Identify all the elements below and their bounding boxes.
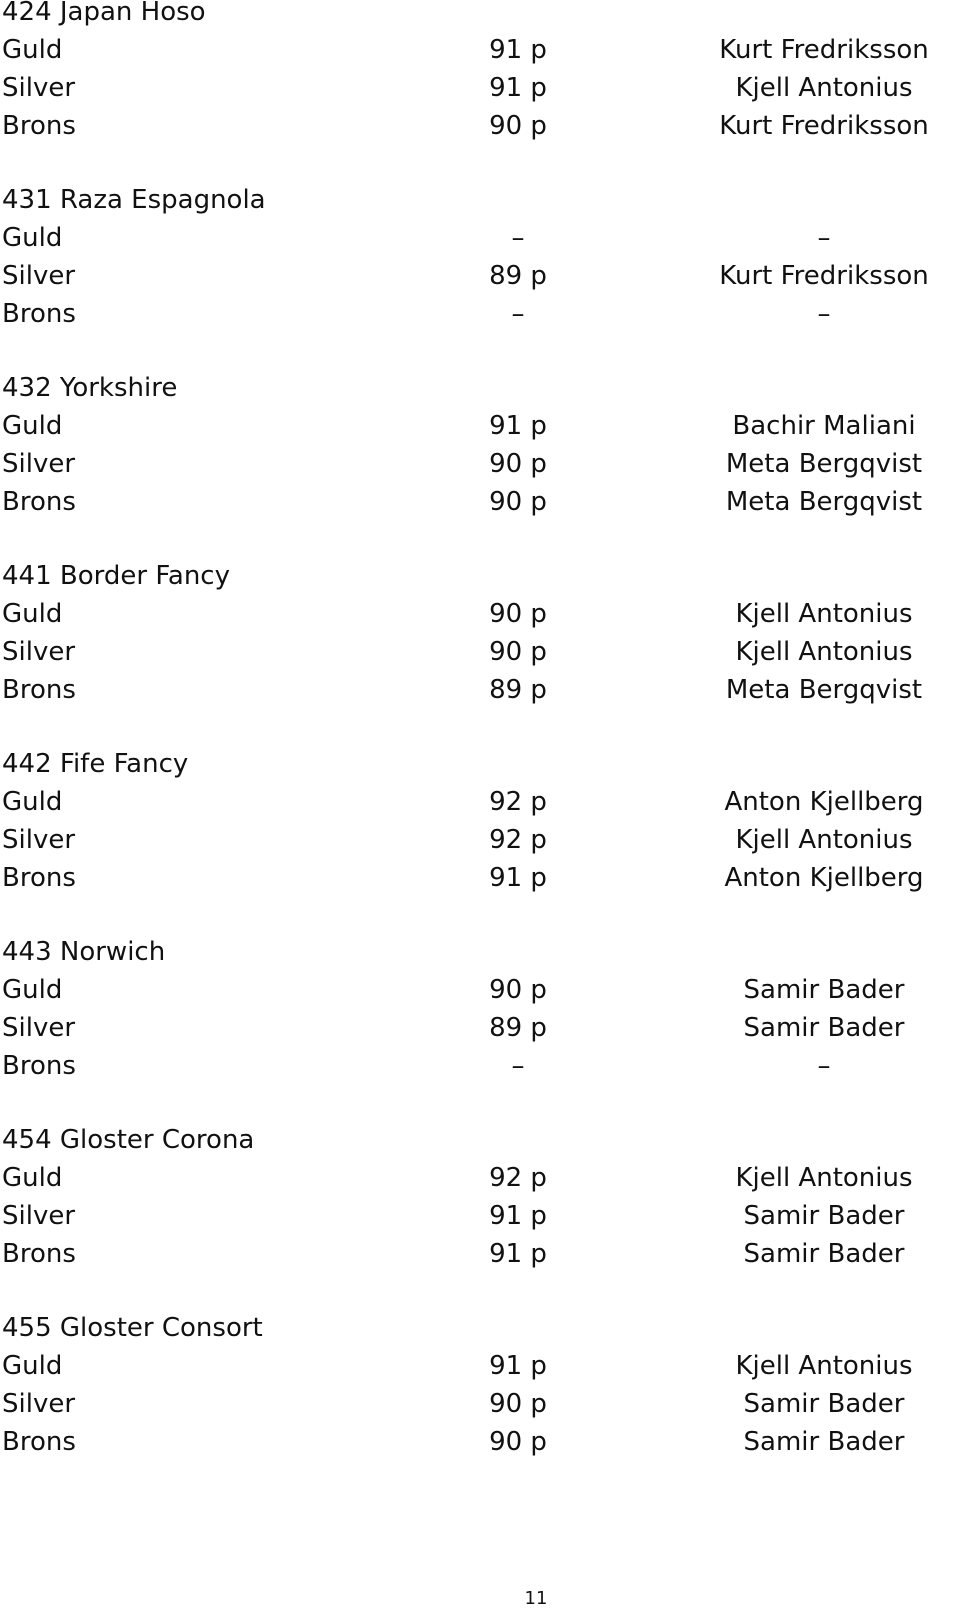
result-row [0,1423,960,1461]
score-value: – [511,223,525,253]
winner-name: Kurt Fredriksson [719,111,929,141]
section-heading-text: 455 Gloster Consort [2,1313,263,1343]
score-value: 90 p [489,1389,547,1419]
result-row [0,407,960,445]
winner-name: Samir Bader [743,1239,905,1269]
result-row [0,1235,960,1273]
result-row [0,445,960,483]
score-value: 91 p [489,1351,547,1381]
medal-label: Guld [2,1351,63,1381]
score-value: 89 p [489,1013,547,1043]
winner-name: Kjell Antonius [735,825,913,855]
winner-name: Anton Kjellberg [724,863,924,893]
medal-label: Silver [2,637,76,667]
medal-label: Brons [2,1051,76,1081]
result-row [0,1047,960,1085]
medal-label: Brons [2,487,76,517]
score-value: – [511,299,525,329]
medal-label: Brons [2,675,76,705]
winner-name: Samir Bader [743,975,905,1005]
section-heading-text: 442 Fife Fancy [2,749,189,779]
medal-label: Brons [2,1427,76,1457]
section-heading-text: 443 Norwich [2,937,166,967]
medal-label: Silver [2,1389,76,1419]
score-value: 90 p [489,449,547,479]
score-value: 90 p [489,637,547,667]
medal-label: Guld [2,787,63,817]
winner-name: Kjell Antonius [735,1163,913,1193]
section-heading [0,745,960,783]
medal-label: Brons [2,863,76,893]
score-value: 91 p [489,411,547,441]
medal-label: Silver [2,825,76,855]
medal-label: Silver [2,1013,76,1043]
score-value: – [511,1051,525,1081]
result-row [0,859,960,897]
medal-label: Brons [2,1239,76,1269]
section-heading [0,369,960,407]
result-row [0,1009,960,1047]
result-row [0,1159,960,1197]
winner-name: Meta Bergqvist [725,487,923,517]
winner-name: Kurt Fredriksson [719,35,929,65]
section-heading-text: 432 Yorkshire [2,373,178,403]
score-value: 92 p [489,825,547,855]
winner-name: Bachir Maliani [732,411,916,441]
result-row [0,483,960,521]
winner-name: Samir Bader [743,1389,905,1419]
result-row [0,1197,960,1235]
medal-label: Guld [2,975,63,1005]
page-number: 11 [524,1588,548,1609]
result-row [0,295,960,333]
winner-name: Kjell Antonius [735,1351,913,1381]
result-row [0,821,960,859]
winner-name: Samir Bader [743,1013,905,1043]
result-row [0,107,960,145]
score-value: 91 p [489,1201,547,1231]
winner-name: Kjell Antonius [735,599,913,629]
result-row [0,1347,960,1385]
result-row [0,633,960,671]
result-row [0,69,960,107]
score-value: 90 p [489,111,547,141]
score-value: 90 p [489,975,547,1005]
winner-name: Anton Kjellberg [724,787,924,817]
winner-name: Meta Bergqvist [725,675,923,705]
result-row [0,971,960,1009]
medal-label: Silver [2,1201,76,1231]
medal-label: Guld [2,1163,63,1193]
winner-name: Kjell Antonius [735,73,913,103]
winner-name: Kjell Antonius [735,637,913,667]
winner-name: – [817,1051,831,1081]
section-heading-text: 441 Border Fancy [2,561,230,591]
medal-label: Silver [2,261,76,291]
winner-name: – [817,299,831,329]
section-heading-text: 454 Gloster Corona [2,1125,255,1155]
score-value: 91 p [489,73,547,103]
medal-label: Silver [2,73,76,103]
result-row [0,219,960,257]
medal-label: Guld [2,35,63,65]
winner-name: Samir Bader [743,1201,905,1231]
score-value: 90 p [489,1427,547,1457]
winner-name: Kurt Fredriksson [719,261,929,291]
medal-label: Brons [2,111,76,141]
section-heading [0,557,960,595]
score-value: 91 p [489,863,547,893]
winner-name: Samir Bader [743,1427,905,1457]
score-value: 89 p [489,675,547,705]
section-heading [0,1121,960,1159]
medal-label: Guld [2,223,63,253]
result-row [0,257,960,295]
result-row [0,1385,960,1423]
score-value: 91 p [489,1239,547,1269]
score-value: 92 p [489,787,547,817]
score-value: 90 p [489,487,547,517]
result-row [0,595,960,633]
result-row [0,671,960,709]
section-heading-text: 431 Raza Espagnola [2,185,266,215]
section-heading [0,1309,960,1347]
medal-label: Brons [2,299,76,329]
section-heading [0,0,960,31]
score-value: 91 p [489,35,547,65]
score-value: 89 p [489,261,547,291]
winner-name: – [817,223,831,253]
section-heading-text: 424 Japan Hoso [2,0,206,27]
medal-label: Silver [2,449,76,479]
score-value: 90 p [489,599,547,629]
score-value: 92 p [489,1163,547,1193]
section-heading [0,933,960,971]
result-row [0,31,960,69]
result-row [0,783,960,821]
medal-label: Guld [2,411,63,441]
section-heading [0,181,960,219]
winner-name: Meta Bergqvist [725,449,923,479]
medal-label: Guld [2,599,63,629]
